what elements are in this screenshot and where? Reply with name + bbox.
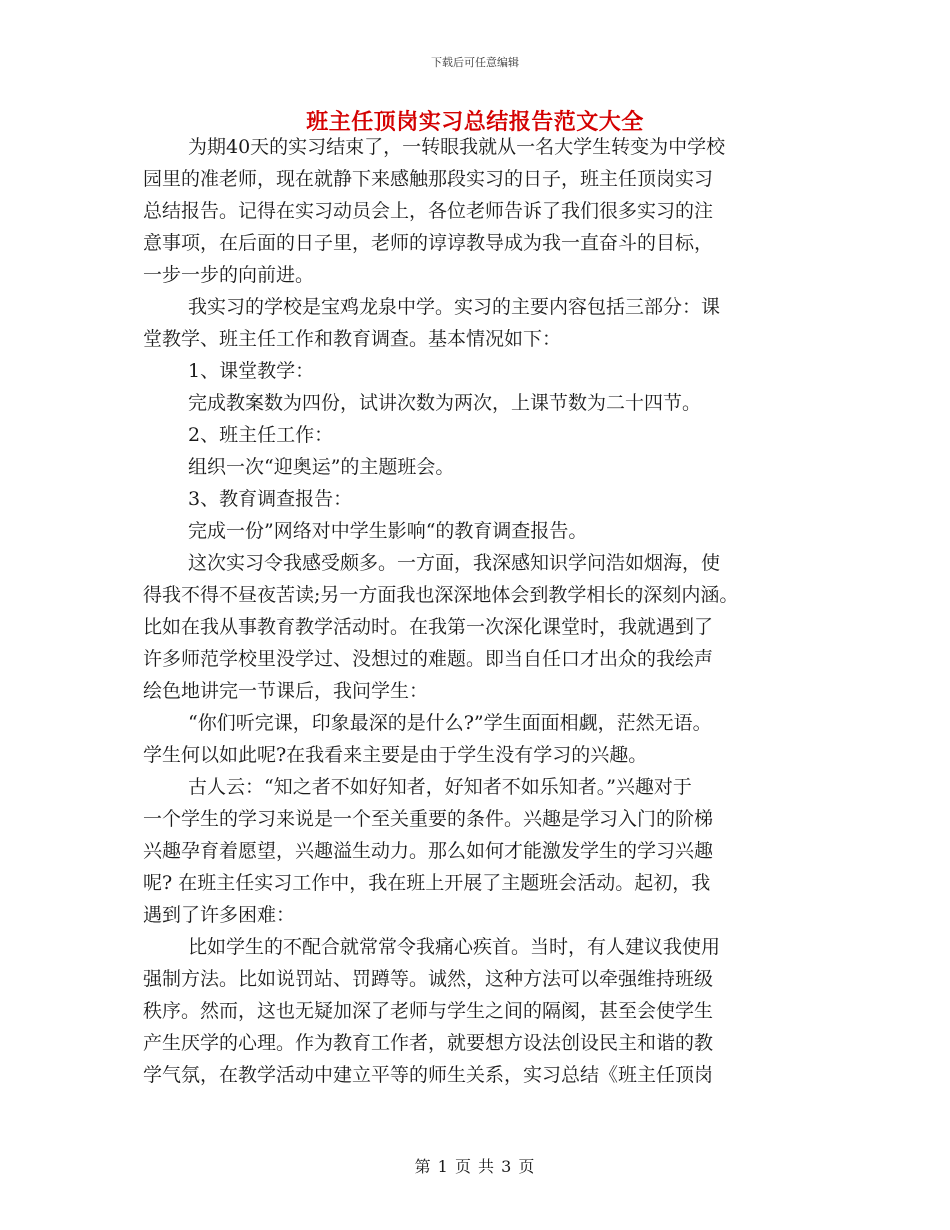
- paragraph-line: 比如学生的不配合就常常令我痛心疾首。当时，有人建议我使用: [188, 936, 721, 958]
- document-title: 班主任顶岗实习总结报告范文大全: [306, 109, 644, 135]
- paragraph-line: 堂教学、班主任工作和教育调查。基本情况如下：: [143, 328, 562, 350]
- paragraph-line: 组织一次“迎奥运”的主题班会。: [188, 456, 455, 478]
- paragraph-line: 遇到了许多困难：: [143, 904, 296, 926]
- paragraph-line: 产生厌学的心理。作为教育工作者，就要想方设法创设民主和谐的教: [143, 1032, 714, 1054]
- paragraph-line: 为期40天的实习结束了，一转眼我就从一名大学生转变为中学校: [188, 136, 726, 158]
- document-body: [143, 131, 803, 1091]
- paragraph-line: “你们听完课，印象最深的是什么?”学生面面相觑，茫然无语。: [188, 712, 712, 734]
- section-heading: 1、课堂教学：: [188, 360, 315, 382]
- paragraph-line: 总结报告。记得在实习动员会上，各位老师告诉了我们很多实习的注: [143, 200, 714, 222]
- paragraph-line: 完成教案数为四份，试讲次数为两次，上课节数为二十四节。: [188, 392, 702, 414]
- paragraph-line: 得我不得不昼夜苦读;另一方面我也深深地体会到教学相长的深刻内涵。: [143, 584, 739, 606]
- paragraph-line: 一步一步的向前进。: [143, 264, 315, 286]
- paragraph-line: 许多师范学校里没学过、没想过的难题。即当自任口才出众的我绘声: [143, 648, 714, 670]
- paragraph-line: 意事项，在后面的日子里，老师的谆谆教导成为我一直奋斗的目标，: [143, 232, 714, 254]
- paragraph-line: 呢? 在班主任实习工作中，我在班上开展了主题班会活动。起初，我: [143, 872, 711, 894]
- paragraph-line: 学生何以如此呢?在我看来主要是由于学生没有学习的兴趣。: [143, 744, 648, 766]
- section-heading: 2、班主任工作：: [188, 424, 334, 446]
- page-footer: 第 1 页 共 3 页: [414, 1157, 536, 1176]
- paragraph-line: 秩序。然而，这也无疑加深了老师与学生之间的隔阂，甚至会使学生: [143, 1000, 714, 1022]
- paragraph-line: 完成一份”网络对中学生影响“的教育调查报告。: [188, 520, 588, 542]
- paragraph-line: 绘色地讲完一节课后，我问学生：: [143, 680, 429, 702]
- header-note: 下载后可任意编辑: [431, 56, 519, 69]
- paragraph-line: 我实习的学校是宝鸡龙泉中学。实习的主要内容包括三部分：课: [188, 296, 721, 318]
- paragraph-line: 强制方法。比如说罚站、罚蹲等。诚然，这种方法可以牵强维持班级: [143, 968, 714, 990]
- paragraph-line: 古人云：“知之者不如好知者，好知者不如乐知者。”兴趣对于: [188, 776, 692, 798]
- paragraph-line: 学气氛，在教学活动中建立平等的师生关系，实习总结《班主任顶岗: [143, 1064, 714, 1086]
- paragraph-line: 一个学生的学习来说是一个至关重要的条件。兴趣是学习入门的阶梯: [143, 808, 714, 830]
- paragraph-line: 这次实习令我感受颇多。一方面，我深感知识学问浩如烟海，使: [188, 552, 721, 574]
- paragraph-line: 兴趣孕育着愿望，兴趣溢生动力。那么如何才能激发学生的学习兴趣: [143, 840, 714, 862]
- paragraph-line: 比如在我从事教育教学活动时。在我第一次深化课堂时，我就遇到了: [143, 616, 714, 638]
- section-heading: 3、教育调查报告：: [188, 488, 353, 510]
- paragraph-line: 园里的准老师，现在就静下来感触那段实习的日子，班主任顶岗实习: [143, 168, 714, 190]
